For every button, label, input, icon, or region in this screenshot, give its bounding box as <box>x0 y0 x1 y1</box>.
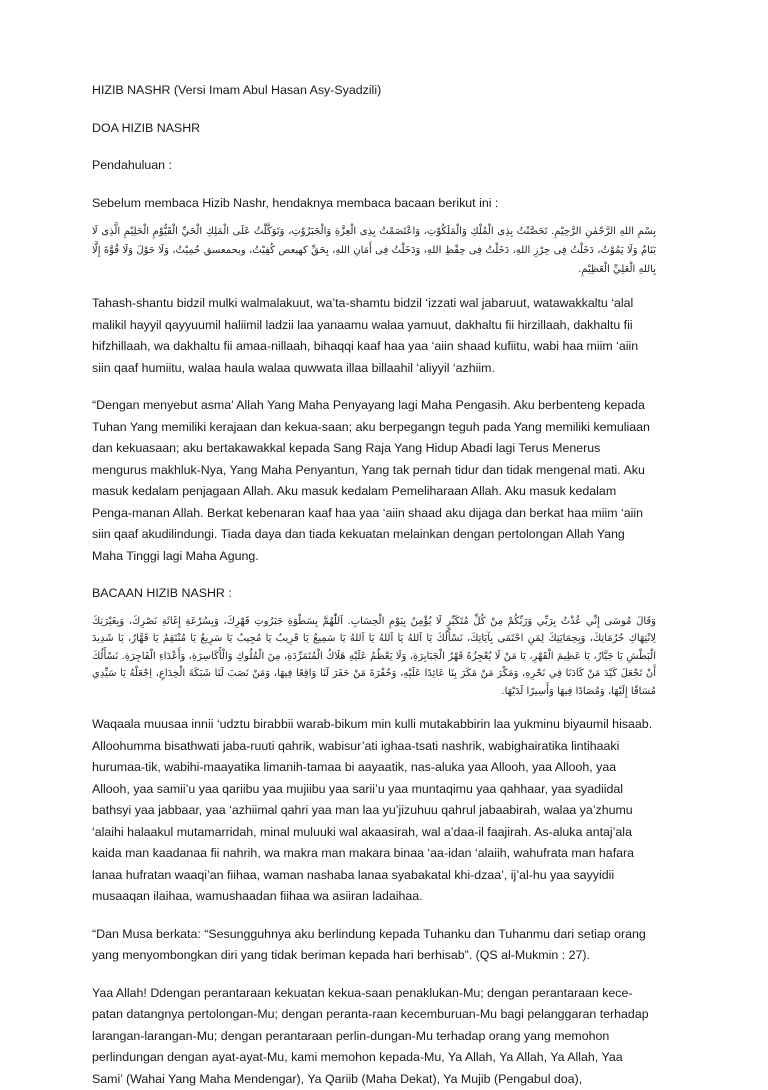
arabic-opening-prayer: بِسْمِ اللهِ الرَّحْمٰنِ الرَّحِيْمِ. تَحَصَّنْتُ بِذِى الْمُلْكِ وَالْمَلَكُوْتِ، وَاعْتَصَمْتُ بِذِى الْعِزَّةِ وَالْجَبَرُوْتِ، وَتَوَكَّلْتُ عَلَى الْمَلِكِ الْحَيِّ الْقَيُّوْمِ الْحَلِيْمِ الَّذِى لَا يَنَامُ وَلَا يَمُوْتُ، دَخَلْتُ فِى حِرْزِ اللهِ، دَخَلْتُ فِى حِفْظِ اللهِ، وَدَخَلْتُ فِى أَمَانِ اللهِ، بِحَقِّ كهيعص كُفِيْتُ، وبحمعسق حُمِيْتُ، وَلَا حَوْلَ وَلَا قُوَّةَ إِلَّا بِاللهِ الْعَلِيِّ الْعَظِيْمِ. <box>92 222 656 279</box>
transliteration-bacaan: Waqaala muusaa innii ‘udztu birabbii warab-bikum min kulli mutakabbirin laa yukminu biyaumil hisaab. Alloohumma bisathwati jaba-ruuti qahrik, wabisur’ati ighaa-tsati nashrik, wabighairatika lintihaaki hurumaa-tik, wabihi-maayatika limanih-tamaa bi aayaatik, nas-aluka yaa Allooh, yaa Allooh, yaa Allooh, yaa samii’u yaa qariibu yaa mujiibu yaa sarii’u yaa muntaqimu yaa qahhaar, yaa syadiidal bathsyi yaa jabbaar, yaa ‘azhiimal qahri yaa man laa yu’jizuhuu qahrul jabaabirah, walaa ya’zhumu ‘alaihi halaakul mutamarridah, minal muluuki wal akaasirah, wal a’daa-il faajirah. As-aluka antaj’ala kaida man kaadanaa fii nahrih, wa makra man makara binaa ‘aa-idan ‘alaiih, wahufrata man hafara lanaa hufratan waaqi’an fiihaa, waman nashaba lanaa syabakatal khi-dzaa’, ij’al-hu yaa sayyidii musaaqan ilaihaa, wamushaadan fiihaa wa asiiran ladaihaa. <box>92 714 656 908</box>
translation-opening: “Dengan menyebut asma’ Allah Yang Maha Penyayang lagi Maha Pengasih. Aku berbenteng kepada Tuhan Yang memiliki kerajaan dan kekua-saan; aku berpegangn teguh pada Yang memiliki kemuliaan dan kekuasaan; aku bertakawakkal kepada Sang Raja Yang Hidup Abadi lagi Terus Menerus mengurus makhluk-Nya, Yang Maha Penyantun, Yang tak pernah tidur dan tidak mengenal mati. Aku masuk kedalam penjagaan Allah. Aku masuk kedalam Pemeliharaan Allah. Aku masuk kedalam Penga-manan Allah. Berkat kebenaran kaaf haa yaa ‘aiin shaad aku dijaga dan berkat haa miim ‘aiin siin qaaf akudilindungi. Tiada daya dan tiada kekuatan melainkan dengan pertolongan Allah Yang Maha Tinggi lagi Maha Agung. <box>92 395 656 567</box>
document-subtitle: DOA HIZIB NASHR <box>92 118 656 140</box>
bacaan-heading: BACAAN HIZIB NASHR : <box>92 583 656 605</box>
translation-bacaan: Yaa Allah! Ddengan perantaraan kekuatan kekua-saan penaklukan-Mu; dengan perantaraan kece-patan datangnya pertolongan-Mu; dengan peranta-raan kecemburuan-Mu bagi pelanggaran terhadap larangan-larangan-Mu; dengan perantaraan perlin-dungan-Mu terhadap orang yang memohon perlindungan dengan ayat-ayat-Mu, kami memohon kepada-Mu, Ya Allah, Ya Allah, Ya Allah, Yaa Sami’ (Wahai Yang Maha Mendengar), Ya Qariib (Maha Dekat), Ya Mujib (Pengabul doa), <box>92 983 656 1090</box>
intro-heading: Pendahuluan : <box>92 155 656 177</box>
intro-text: Sebelum membaca Hizib Nashr, hendaknya membaca bacaan berikut ini : <box>92 193 656 215</box>
document-title: HIZIB NASHR (Versi Imam Abul Hasan Asy-Syadzili) <box>92 80 656 102</box>
transliteration-opening: Tahash-shantu bidzil mulki walmalakuut, wa’ta-shamtu bidzil ‘izzati wal jabaruut, watawakkaltu ‘alal malikil hayyil qayyuumil haliimil ladzii laa yanaamu walaa yamuut, dakhaltu fii hirzillaah, dakhaltu fii hifzhillaah, wa dakhaltu fii amaa-nillaah, bihaqqi kaaf haa yaa ‘aiin shaad kufiitu, wabi haa miim ‘aiin siin qaaf humiitu, walaa haula walaa quwwata illaa billaahil ‘aliyyil ‘azhiim. <box>92 293 656 379</box>
translation-quran: “Dan Musa berkata: “Sesungguhnya aku berlindung kepada Tuhanku dan Tuhanmu dari setiap orang yang menyombongkan diri yang tidak beriman kepada hari berhisab”. (QS al-Mukmin : 27). <box>92 924 656 967</box>
arabic-bacaan: وَقَالَ مُوسَى إِنِّي عُذْتُ بِرَبِّي وَرَبِّكُمْ مِنْ كُلِّ مُتَكَبِّرٍ لَا يُؤْمِنُ بِيَوْمِ الْحِسَابِ. اَللّٰهُمَّ بِسَطْوَةِ جَبَرُوتِ قَهْرِكَ، وَبِسُرْعَةِ إِغَاثَةِ نَصْرِكَ، وَبِغَيْرَتِكَ لِانْتِهَاكِ حُرُمَاتِكَ، وَبِحِمَايَتِكَ لِمَنِ احْتَمَى بِآيَاتِكَ، نَسْأَلُكَ يَا اَللهُ يَا اَللهُ يَا اَللهُ يَا سَمِيعُ يَا قَرِيبُ يَا مُجِيبُ يَا سَرِيعُ يَا مُنْتَقِمُ يَا قَهَّارُ، يَا شَدِيدَ الْبَطْشِ يَا جَبَّارُ، يَا عَظِيمَ الْقَهْرِ، يَا مَنْ لَا يُعْجِزُهُ قَهْرُ الْجَبَابِرَةِ، وَلَا يَعْظُمُ عَلَيْهِ هَلَاكُ الْمُتَمَرِّدَةِ، مِنَ الْمُلُوكِ وَالْأَكَاسِرَةِ، وَأَعْدَاءِ الْفَاجِرَةِ. نَسْأَلُكَ أَنْ تَجْعَلَ كَيْدَ مَنْ كَادَنَا فِي نَحْرِهِ، وَمَكْرَ مَنْ مَكَرَ بِنَا عَائِدًا عَلَيْهِ، وَحُفْرَةَ مَنْ حَفَرَ لَنَا وَاقِعًا فِيهَا، وَمَنْ نَصَبَ لَنَا شَبَكَةَ الْخِدَاعِ، اِجْعَلْهُ يَا سَيِّدِي مُسَاقًا إِلَيْهَا، وَمُصَادًا فِيهَا وَأَسِيرًا لَدَيْهَا. <box>92 613 656 701</box>
